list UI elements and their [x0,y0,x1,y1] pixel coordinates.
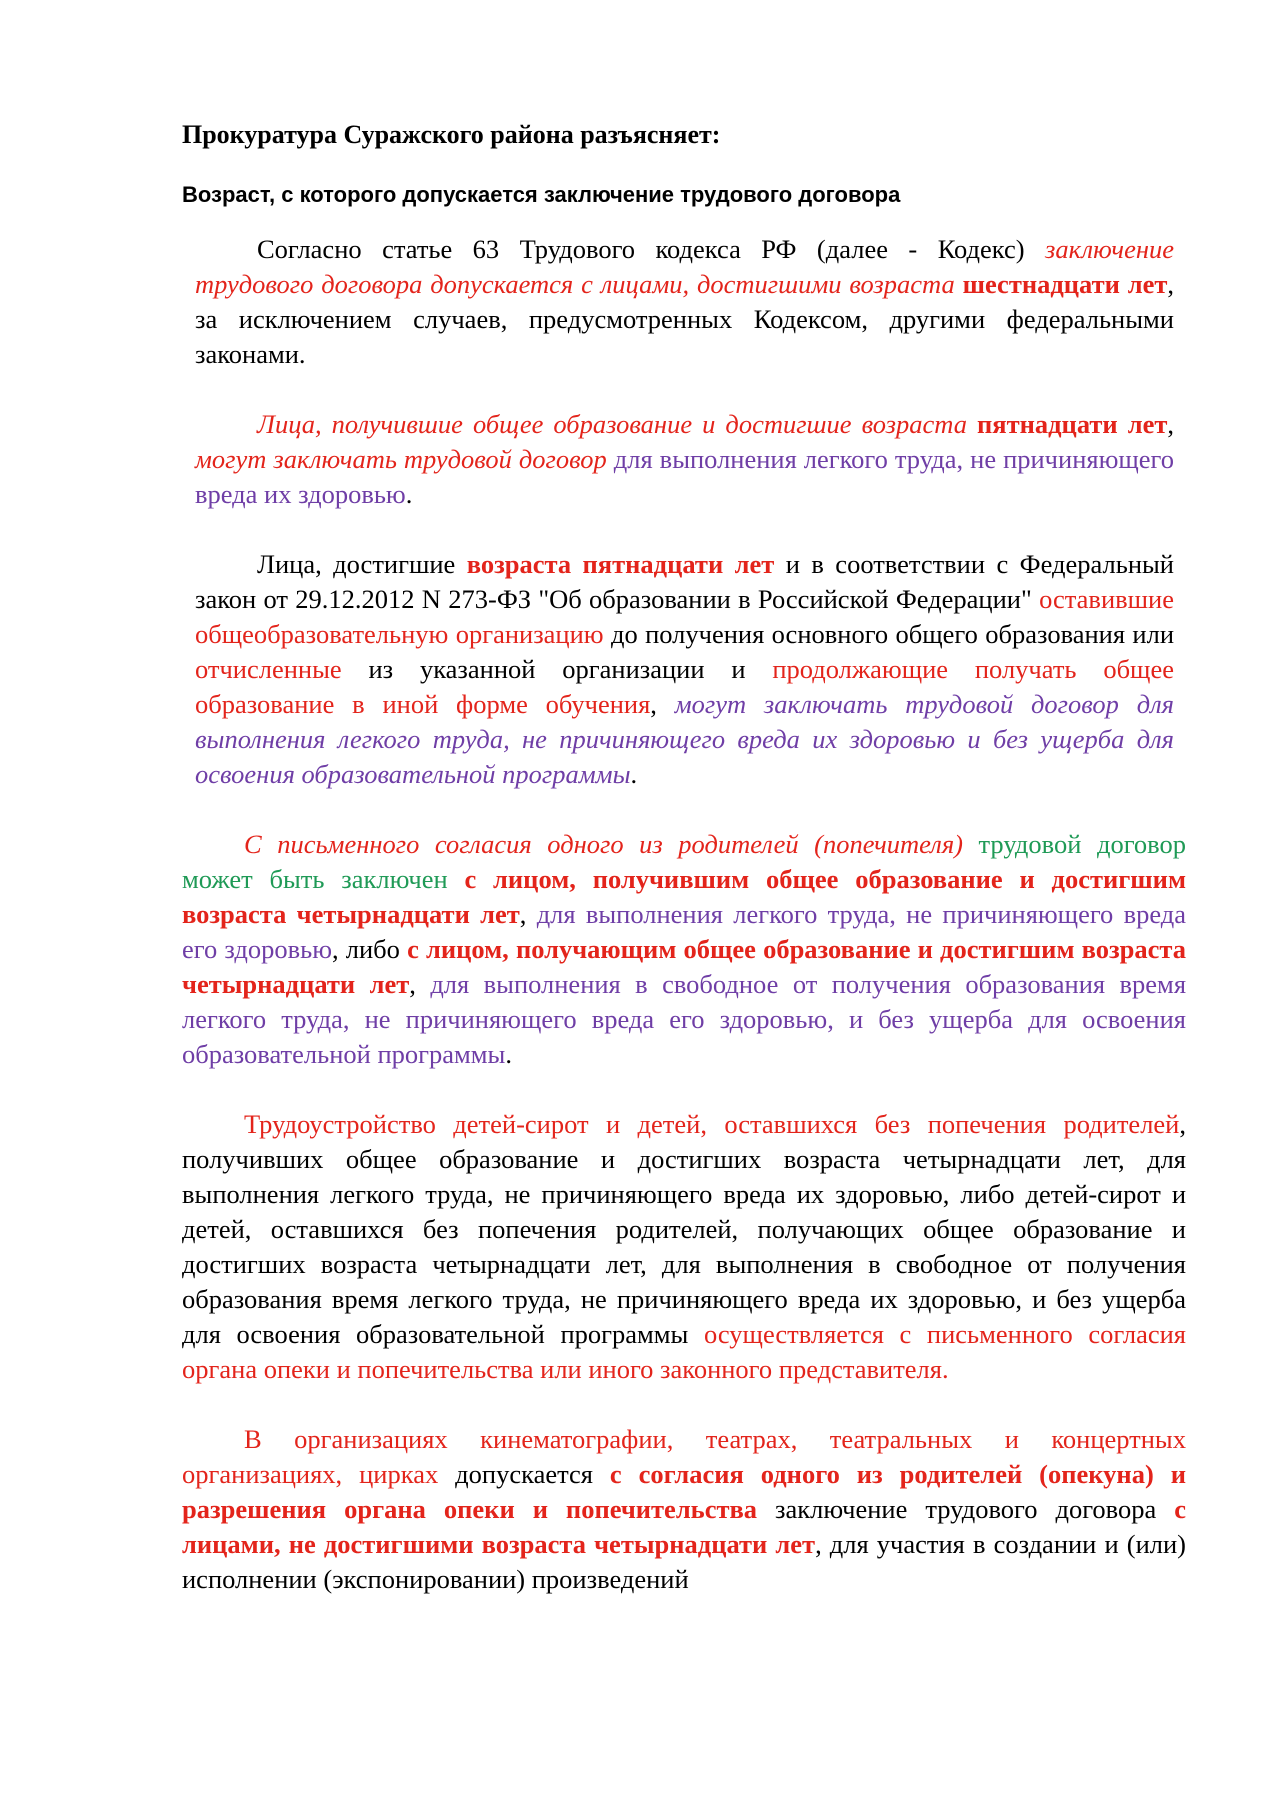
document-heading: Прокуратура Суражского района разъясняет: [182,120,721,149]
text-segment: оставившие общеобразовательную организацию [195,584,1174,649]
text-segment: , получивших общее образование и достигших возраста четырнадцати лет, для выполнения легкого труда, не причиняющего вреда их здоровью, либо детей-сирот и детей, оставшихся без попечения родителей, получающих общее образование и достигших возраста четырнадцати лет, для выполнения в свободное от получения образования время легкого труда, не причиняющего вреда их здоровью, и без ущерба для освоения образовательной программы [182,1109,1186,1349]
text-segment: допускается [438,1459,610,1489]
text-segment: , для участия в создании и (или) исполнении (экспонировании) произведений [182,1529,1186,1594]
text-segment: заключение трудового договора допускается с лицами, достигшими возраста [195,234,1174,299]
text-segment: , [650,689,675,719]
text-segment: С письменного согласия одного из родителей (попечителя) [244,829,979,859]
text-segment: , либо [332,934,408,964]
text-segment: для выполнения в свободное от получения образования время легкого труда, не причиняющего вреда его здоровью, и без ущерба для освоения образовательной программы [182,969,1187,1069]
text-segment: для выполнения легкого труда, не причиняющего вреда их здоровью [195,444,1174,509]
paragraph [195,232,1174,372]
text-segment: , [519,899,537,929]
document-body [182,232,1186,1597]
paragraph [195,407,1174,512]
paragraph [195,547,1174,792]
text-segment: Согласно статье 63 Трудового кодекса РФ (далее - Кодекс) [257,234,1046,264]
text-segment: , за исключением случаев, предусмотренных Кодексом, другими федеральными законами. [195,269,1174,369]
text-segment: до получения основного общего образования или [603,619,1175,649]
text-segment: продолжающие получать общее образование в иной форме обучения [195,654,1174,719]
text-segment: и в соответствии с Федеральный закон от 29.12.2012 N 273-ФЗ "Об образовании в Российской Федерации" [195,549,1174,614]
text-segment: . [505,1039,512,1069]
paragraph [182,1107,1186,1387]
text-segment: отчисленные [195,654,342,684]
text-segment: , [409,969,431,999]
text-segment: осуществляется с письменного согласия органа опеки и попечительства или иного законного представителя. [182,1319,1186,1384]
text-segment: с согласия одного из родителей (опекуна) и разрешения органа опеки и попечительства [182,1459,1186,1524]
text-segment: шестнадцати лет [962,269,1168,299]
text-segment: Лица, достигшие [257,549,467,579]
text-segment: из указанной организации и [341,654,773,684]
text-segment: . [405,479,413,509]
text-segment: Лица, получившие общее образование и достигшие возраста [257,409,978,439]
text-segment: могут заключать трудовой договор [195,444,614,474]
text-segment: с лицом, получающим общее образование и достигшим возраста четырнадцати лет [182,934,1187,999]
paragraph [182,827,1186,1072]
document-subheading: Возраст, с которого допускается заключение трудового договора [182,182,901,207]
text-segment: . [630,759,638,789]
text-segment: с лицами, не достигшими возраста четырнадцати лет [182,1494,1187,1559]
text-segment: заключение трудового договора [757,1494,1175,1524]
text-segment: возраста пятнадцати лет [466,549,775,579]
text-segment: для выполнения легкого труда, не причиняющего вреда его здоровью [182,899,1186,964]
text-segment: трудовой договор может быть заключен [182,829,1187,894]
text-segment: пятнадцати лет [977,409,1168,439]
text-segment: В организациях кинематографии, театрах, театральных и концертных организациях, цирках [182,1424,1186,1489]
text-segment: могут заключать трудовой договор для выполнения легкого труда, не причиняющего вреда их здоровью и без ущерба для освоения образовательной программы [195,689,1174,789]
text-segment: с лицом, получившим общее образование и достигшим возраста четырнадцати лет [182,864,1186,929]
text-segment: Трудоустройство детей-сирот и детей, оставшихся без попечения родителей [244,1109,1180,1139]
text-segment: , [1167,409,1174,439]
paragraph [182,1422,1186,1597]
